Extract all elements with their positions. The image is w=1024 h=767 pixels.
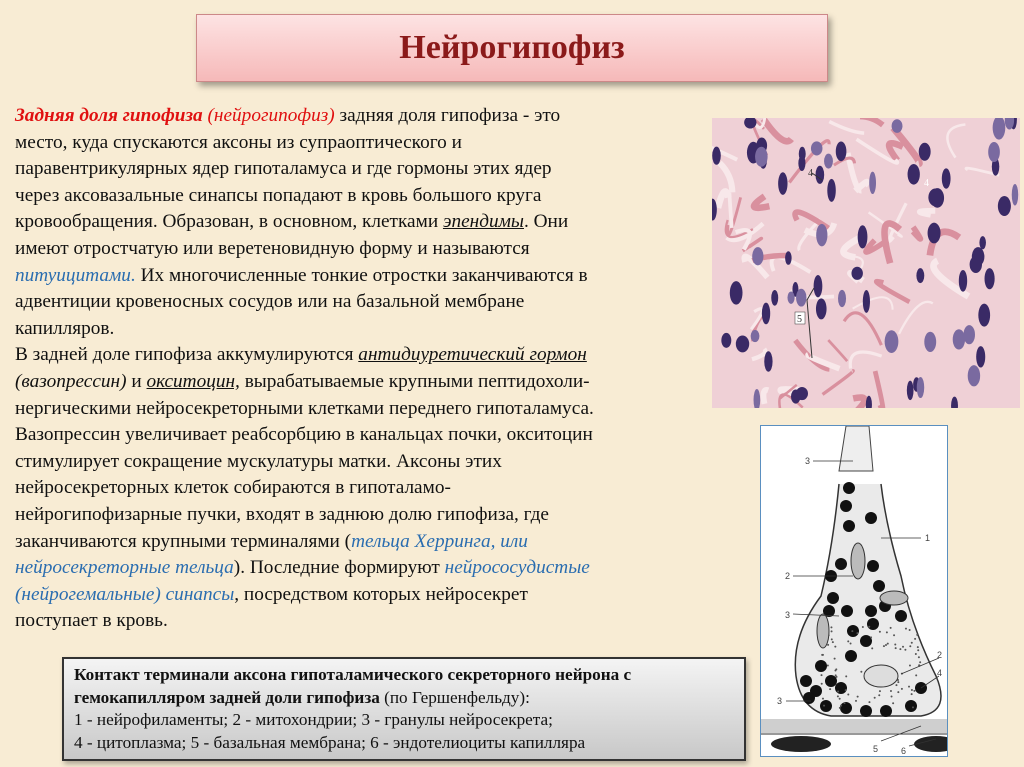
secretory-granule xyxy=(815,660,827,672)
small-granule xyxy=(850,642,852,644)
small-granule xyxy=(915,653,917,655)
small-granule xyxy=(847,640,849,642)
text-line xyxy=(15,449,594,476)
caption-title: Контакт терминали аксона гипоталамического секреторного нейрона с гемокапилляром задней доли гипофиза xyxy=(74,665,632,707)
cell-nucleus xyxy=(751,330,760,342)
small-granule xyxy=(851,630,853,632)
small-granule xyxy=(836,676,838,678)
small-granule xyxy=(860,671,862,673)
text-line xyxy=(15,369,594,396)
text-segment: место, куда спускаются аксоны из супраоптического и xyxy=(15,131,462,153)
text-segment: В задней доле гипофиза аккумулируются xyxy=(15,344,359,366)
secretory-granule xyxy=(803,692,815,704)
secretory-granule xyxy=(843,482,855,494)
cell-nucleus xyxy=(953,329,965,349)
cell-nucleus xyxy=(959,270,967,292)
small-granule xyxy=(918,656,920,658)
text-segment: задняя доля гипофиза - это xyxy=(334,105,561,126)
micrograph-label: 4 xyxy=(924,178,929,189)
caption-legend-line: 1 - нейрофиламенты; 2 - митохондрии; 3 - гранулы нейросекрета; xyxy=(74,710,553,729)
cell-nucleus xyxy=(721,333,731,348)
cell-nucleus xyxy=(998,196,1011,216)
cell-nucleus xyxy=(798,155,805,171)
cell-nucleus xyxy=(785,251,792,264)
small-granule xyxy=(832,641,834,643)
diagram-label: 5 xyxy=(873,744,879,754)
cell-nucleus xyxy=(827,179,835,202)
cell-nucleus xyxy=(712,147,721,165)
small-granule xyxy=(870,636,872,638)
small-granule xyxy=(899,648,901,650)
small-granule xyxy=(913,690,915,692)
diagram-label: 3 xyxy=(777,696,783,706)
term-under: эпендимы xyxy=(442,211,524,233)
small-granule xyxy=(887,643,889,645)
cell-nucleus xyxy=(814,275,823,297)
text-segment: и xyxy=(126,370,147,392)
secretory-granule xyxy=(860,705,872,717)
small-granule xyxy=(827,644,829,646)
diagram-label: 3 xyxy=(805,456,811,466)
secretory-granule xyxy=(841,605,853,617)
text-segment: Их многочисленные тонкие отростки заканчиваются в xyxy=(135,264,588,286)
small-granule xyxy=(893,634,895,636)
small-granule xyxy=(894,644,896,646)
cell-nucleus xyxy=(838,290,846,307)
text-line xyxy=(15,396,594,423)
text-segment: имеют отростчатую или веретеновидную форму и называются xyxy=(15,237,530,259)
text-segment: стимулирует сокращение мускулатуры матки. Аксоны этих xyxy=(15,450,502,472)
text-segment: Вазопрессин увеличивает реабсорбцию в канальцах почки, окситоцин xyxy=(15,424,593,446)
secretory-granule xyxy=(820,700,832,712)
cell-nucleus xyxy=(917,377,924,398)
small-granule xyxy=(831,630,833,632)
cell-nucleus xyxy=(787,291,794,303)
diagram-label: 1 xyxy=(925,533,931,543)
small-granule xyxy=(845,675,847,677)
small-granule xyxy=(839,707,841,709)
cell-nucleus xyxy=(979,236,986,249)
text-line xyxy=(15,130,594,157)
small-granule xyxy=(879,690,881,692)
term-under: антидиуретический гормон xyxy=(358,344,587,366)
small-granule xyxy=(856,632,858,634)
text-segment: паравентрикулярных ядер гипоталамуса и где гормоны этих ядер xyxy=(15,158,552,180)
cell-nucleus xyxy=(863,290,870,313)
body-text xyxy=(15,103,594,635)
secretory-granule xyxy=(867,560,879,572)
text-line xyxy=(15,502,594,529)
text-line xyxy=(15,529,594,556)
caption-source: (по Гершенфельду): xyxy=(379,687,530,707)
text-segment: нейрогипофизарные пучки, входят в заднюю долю гипофиза, где xyxy=(15,503,549,525)
cell-nucleus xyxy=(791,390,801,404)
secretory-granule xyxy=(840,500,852,512)
small-granule xyxy=(862,626,864,628)
small-granule xyxy=(822,654,824,656)
small-granule xyxy=(834,646,836,648)
cell-nucleus xyxy=(985,268,995,289)
secretory-granule xyxy=(880,705,892,717)
text-line xyxy=(15,342,594,369)
text-line xyxy=(15,582,594,609)
small-granule xyxy=(831,638,833,640)
small-granule xyxy=(821,683,823,685)
secretory-granule xyxy=(840,702,852,714)
cell-nucleus xyxy=(907,381,914,401)
slide-title-box xyxy=(196,14,828,82)
cell-nucleus xyxy=(836,141,847,161)
secretory-granule xyxy=(843,520,855,532)
text-line xyxy=(15,263,594,290)
small-granule xyxy=(874,697,876,699)
term-redital: (нейрогипофиз) xyxy=(202,105,335,126)
figure-caption xyxy=(62,657,746,761)
small-granule xyxy=(914,638,916,640)
cell-nucleus xyxy=(764,351,772,371)
cell-nucleus xyxy=(824,154,833,169)
text-segment: кровообращения. Образован, в основном, клетками xyxy=(15,211,443,233)
small-granule xyxy=(895,684,897,686)
text-line xyxy=(15,422,594,449)
small-granule xyxy=(840,705,842,707)
text-line xyxy=(15,236,594,263)
cell-nucleus xyxy=(816,166,825,184)
small-granule xyxy=(871,647,873,649)
small-granule xyxy=(902,646,904,648)
small-granule xyxy=(837,690,839,692)
cell-nucleus xyxy=(730,281,743,304)
text-segment: нергическими нейросекреторными клетками переднего гипоталамуса. xyxy=(15,397,594,419)
secretory-granule xyxy=(845,650,857,662)
cell-nucleus xyxy=(811,141,822,155)
small-granule xyxy=(915,674,917,676)
term-blue: нейросекреторные тельца xyxy=(15,557,234,579)
text-segment: капилляров. xyxy=(15,317,115,339)
term-blue: питуицитами. xyxy=(15,264,136,286)
small-granule xyxy=(908,686,910,688)
small-granule xyxy=(891,695,893,697)
small-granule xyxy=(911,642,913,644)
term-blue: нейрососудистые xyxy=(444,557,590,579)
small-granule xyxy=(912,706,914,708)
small-granule xyxy=(901,688,903,690)
secretory-granule xyxy=(825,675,837,687)
small-granule xyxy=(834,669,836,671)
cell-nucleus xyxy=(796,289,806,307)
cell-nucleus xyxy=(762,303,770,325)
cell-nucleus xyxy=(908,164,920,185)
small-granule xyxy=(905,628,907,630)
cell-nucleus xyxy=(858,225,868,248)
cell-nucleus xyxy=(978,304,990,327)
small-granule xyxy=(885,644,887,646)
small-granule xyxy=(823,705,825,707)
cell-nucleus xyxy=(778,172,787,195)
text-segment: заканчиваются крупными терминалями ( xyxy=(15,530,352,552)
small-granule xyxy=(909,629,911,631)
small-granule xyxy=(845,689,847,691)
small-granule xyxy=(895,647,897,649)
secretory-granule xyxy=(867,618,879,630)
small-granule xyxy=(909,665,911,667)
small-granule xyxy=(830,626,832,628)
small-granule xyxy=(844,702,846,704)
small-granule xyxy=(911,693,913,695)
secretory-granule xyxy=(895,610,907,622)
diagram-label: 2 xyxy=(785,571,791,581)
text-line xyxy=(15,183,594,210)
text-segment: ). Последние формируют xyxy=(233,557,445,579)
small-granule xyxy=(883,645,885,647)
small-granule xyxy=(822,698,824,700)
small-granule xyxy=(868,626,870,628)
text-line xyxy=(15,555,594,582)
micrograph-label: 4 xyxy=(808,168,813,179)
micrograph-image xyxy=(712,118,1020,408)
text-segment: , посредством которых нейросекрет xyxy=(234,583,528,605)
text-line xyxy=(15,316,594,343)
text-line xyxy=(15,475,594,502)
text-segment: через аксовазальные синапсы попадают в кровь большого круга xyxy=(15,184,542,206)
term-ital: (вазопрессин) xyxy=(15,370,127,392)
small-granule xyxy=(919,661,921,663)
cell-nucleus xyxy=(755,147,768,167)
secretory-granule xyxy=(800,675,812,687)
cell-nucleus xyxy=(752,247,763,265)
cell-nucleus xyxy=(816,298,827,319)
text-line xyxy=(15,289,594,316)
cell-nucleus xyxy=(942,168,951,188)
cell-nucleus xyxy=(988,142,1000,162)
diagram-label: 2 xyxy=(937,650,943,660)
text-line xyxy=(15,103,594,130)
cell-nucleus xyxy=(972,247,985,266)
small-granule xyxy=(917,649,919,651)
cell-nucleus xyxy=(771,290,778,306)
text-line xyxy=(15,156,594,183)
text-segment: . Они xyxy=(523,211,569,233)
cell-nucleus xyxy=(869,172,876,194)
small-granule xyxy=(879,631,881,633)
text-line xyxy=(15,209,594,236)
cell-nucleus xyxy=(885,330,899,353)
small-granule xyxy=(847,693,849,695)
small-granule xyxy=(897,681,899,683)
small-granule xyxy=(827,665,829,667)
small-granule xyxy=(916,634,918,636)
secretory-granule xyxy=(905,700,917,712)
secretory-granule xyxy=(860,635,872,647)
diagram-label: 3 xyxy=(785,610,791,620)
tissue-fiber xyxy=(729,192,731,227)
cell-nucleus xyxy=(816,224,827,246)
small-granule xyxy=(878,694,880,696)
small-granule xyxy=(855,700,857,702)
cell-nucleus xyxy=(1012,184,1018,205)
small-granule xyxy=(897,691,899,693)
secretory-granule xyxy=(865,512,877,524)
small-granule xyxy=(834,658,836,660)
cell-nucleus xyxy=(851,267,862,280)
small-granule xyxy=(829,688,831,690)
term-redbold: Задняя доля гипофиза xyxy=(15,105,203,126)
secretory-granule xyxy=(827,592,839,604)
cell-nucleus xyxy=(968,365,980,386)
small-granule xyxy=(886,631,888,633)
cell-nucleus xyxy=(964,325,975,344)
text-segment: адвентиции кровеносных сосудов или на базальной мембране xyxy=(15,291,525,313)
text-line xyxy=(15,608,594,635)
small-granule xyxy=(892,702,894,704)
secretory-granule xyxy=(835,682,847,694)
small-granule xyxy=(821,674,823,676)
secretory-granule xyxy=(835,558,847,570)
text-segment: вырабатываемые крупными пептидохоли- xyxy=(239,370,590,392)
cell-nucleus xyxy=(916,268,924,283)
slide-title: Нейрогипофиз xyxy=(399,29,625,66)
small-granule xyxy=(911,689,913,691)
small-granule xyxy=(890,627,892,629)
term-blue: (нейрогемальные) синапсы xyxy=(15,583,235,605)
small-granule xyxy=(917,646,919,648)
text-segment: нейросекреторных клеток собираются в гипоталамо- xyxy=(15,477,451,499)
cell-nucleus xyxy=(924,332,936,352)
cell-nucleus xyxy=(919,143,931,161)
term-blue: тельца Херринга, или xyxy=(351,530,528,552)
cell-nucleus xyxy=(976,346,985,367)
diagram-label: 6 xyxy=(901,746,907,756)
small-granule xyxy=(868,701,870,703)
cell-nucleus xyxy=(928,223,941,244)
cell-nucleus xyxy=(892,119,903,133)
small-granule xyxy=(837,695,839,697)
cell-nucleus xyxy=(928,188,942,206)
small-granule xyxy=(904,649,906,651)
secretory-granule xyxy=(873,580,885,592)
term-under: окситоцин, xyxy=(146,370,240,392)
caption-legend-line: 4 - цитоплазма; 5 - базальная мембрана; 6 - эндотелиоциты капилляра xyxy=(74,732,586,752)
cell-nucleus xyxy=(736,335,749,352)
text-segment: поступает в кровь. xyxy=(15,610,168,632)
secretory-granule xyxy=(865,605,877,617)
diagram-label: 4 xyxy=(937,668,943,678)
small-granule xyxy=(839,698,841,700)
micrograph-label: 5 xyxy=(797,314,802,325)
neuron-terminal-diagram xyxy=(760,425,948,757)
small-granule xyxy=(857,696,859,698)
small-granule xyxy=(909,645,911,647)
small-granule xyxy=(890,690,892,692)
